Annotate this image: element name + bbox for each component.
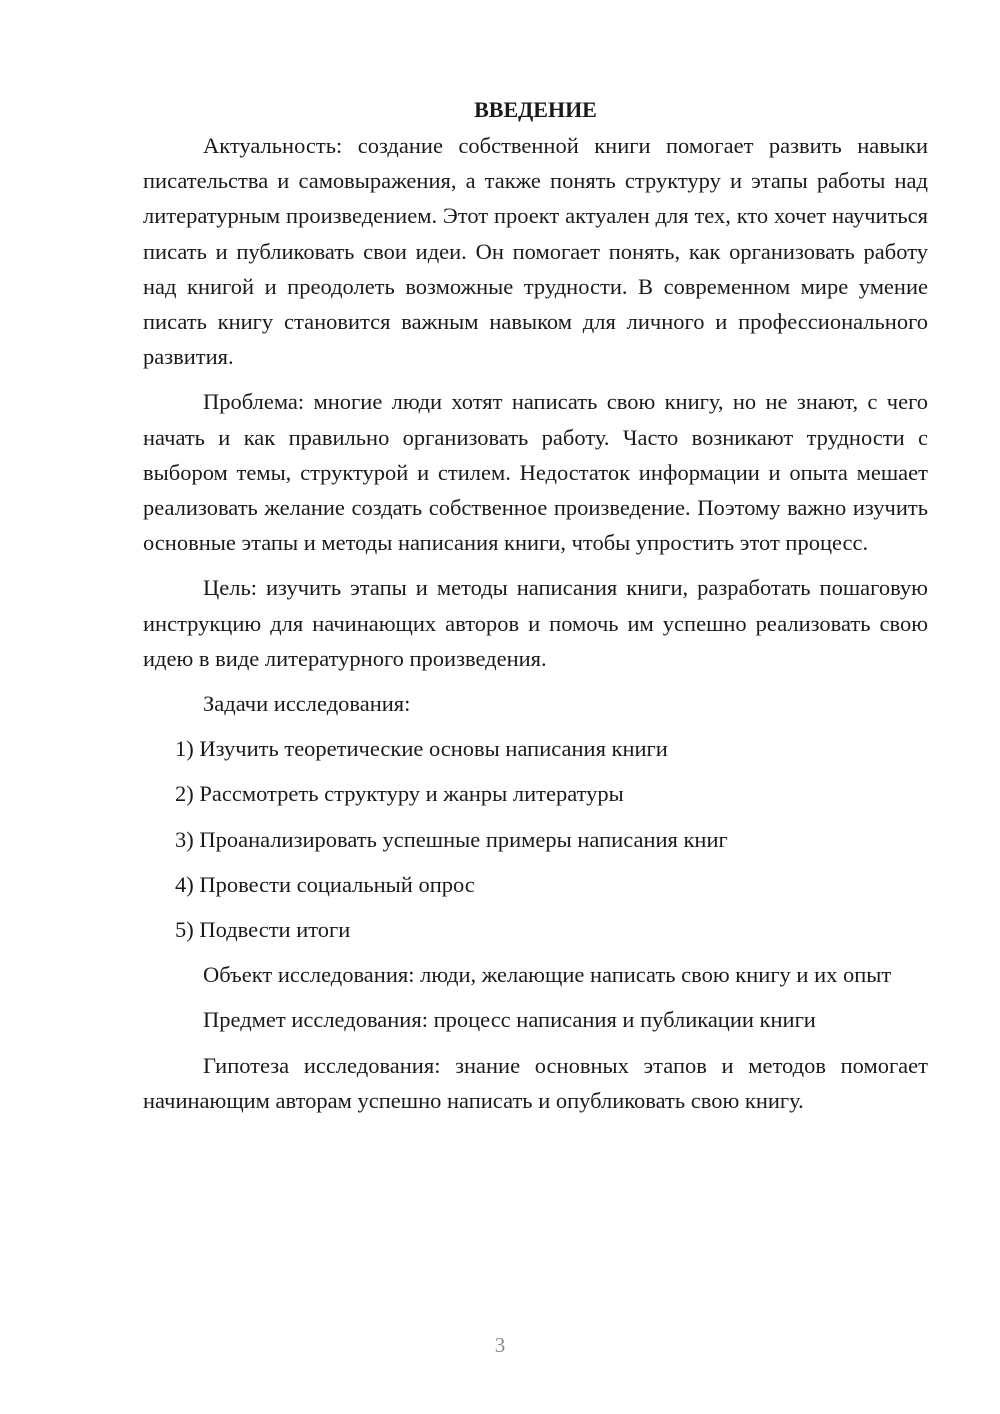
hypothesis-paragraph: Гипотеза исследования: знание основных этапов и методов помогает начинающим авторам успешно написать и опубликовать свою книгу. (143, 1052, 928, 1113)
object-paragraph: Объект исследования: люди, желающие написать свою книгу и их опыт (203, 962, 892, 988)
page-content (143, 92, 928, 1128)
list-item: 1) Изучить теоретические основы написания книги (175, 736, 668, 762)
list-item: 2) Рассмотреть структуру и жанры литературы (175, 781, 624, 807)
page-number: 3 (494, 1333, 506, 1357)
subject-paragraph: Предмет исследования: процесс написания и публикации книги (203, 1007, 816, 1033)
tasks-heading: Задачи исследования: (203, 691, 411, 717)
problem-paragraph: Проблема: многие люди хотят написать свою книгу, но не знают, с чего начать и как правильно организовать работу. Часто возникают трудности с выбором темы, структурой и стилем. Недостаток информации и опыта мешает реализовать желание создать собственное произведение. Поэтому важно изучить основные этапы и методы написания книги, чтобы упростить этот процесс. (143, 389, 928, 556)
tasks-list (143, 731, 928, 947)
relevance-paragraph: Актуальность: создание собственной книги помогает развить навыки писательства и самовыражения, а также понять структуру и этапы работы над литературным произведением. Этот проект актуален для тех, кто хочет научиться писать и публиковать свои идеи. Он помогает понять, как организовать работу над книгой и преодолеть возможные трудности. В современном мире умение писать книгу становится важным навыком для личного и профессионального развития. (143, 133, 928, 370)
list-item: 3) Проанализировать успешные примеры написания книг (175, 826, 728, 852)
section-title: ВВЕДЕНИЕ (474, 97, 597, 122)
list-item: 5) Подвести итоги (175, 917, 351, 943)
list-item: 4) Провести социальный опрос (175, 871, 475, 897)
goal-paragraph: Цель: изучить этапы и методы написания книги, разработать пошаговую инструкцию для начинающих авторов и помочь им успешно реализовать свою идею в виде литературного произведения. (143, 575, 928, 671)
